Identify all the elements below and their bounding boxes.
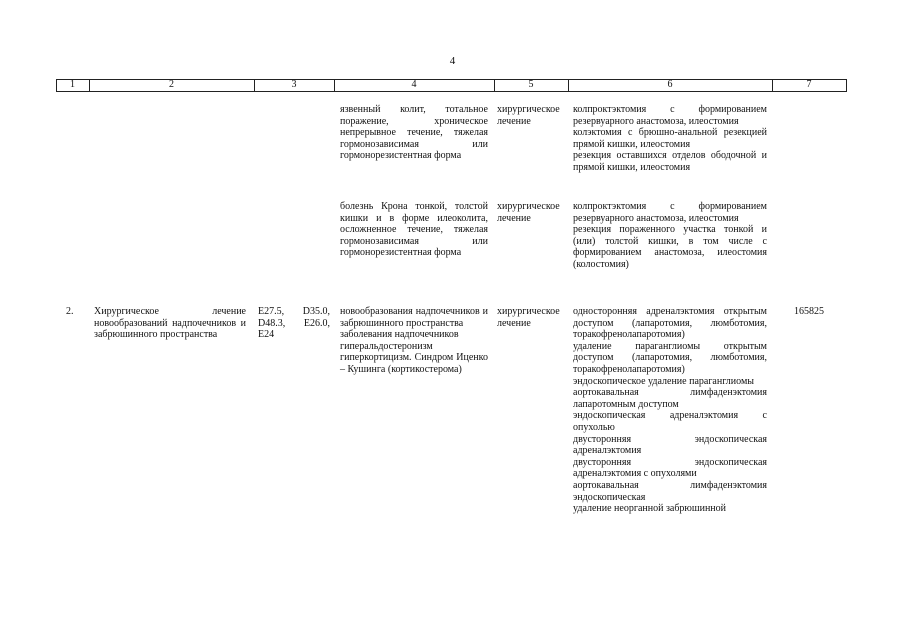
procedure-name-cell: Хирургическое лечение новообразований надпочечников и забрюшинного пространства	[94, 306, 246, 341]
methods-cell	[573, 201, 767, 271]
column-number: 1	[70, 79, 75, 90]
condition-line: гиперкортицизм. Синдром Иценко – Кушинга (кортикостерома)	[340, 352, 488, 375]
column-number: 5	[528, 79, 534, 90]
method-item: аортокавальная лимфаденэктомия лапаротомным доступом	[573, 387, 767, 410]
treatment-type-cell: хирургическое лечение	[497, 201, 560, 224]
method-item: резекция пораженного участка тонкой и (или) толстой кишки, в том числе с формированием анастомоза, илеостомия (колостомия)	[573, 224, 767, 270]
method-item: двусторонняя эндоскопическая адреналэктомия с опухолями	[573, 456, 767, 480]
method-item: аортокавальная лимфаденэктомия эндоскопическая	[573, 479, 767, 503]
method-item: колпроктэктомия с формированием резервуарного анастомоза, илеостомия	[573, 201, 767, 224]
column-number: 2	[169, 79, 174, 90]
method-item: удаление неорганной забрюшинной	[573, 503, 726, 515]
method-item: резекция оставшихся отделов ободочной и прямой кишки, илеостомия	[573, 150, 767, 173]
condition-line: заболевания надпочечников	[340, 329, 459, 341]
method-item: удаление параганглиомы открытым доступом (лапаротомия, люмботомия, торакофренолапаротомия)	[573, 340, 767, 375]
page-number: 4	[449, 55, 456, 67]
icd-codes-cell: E27.5, D35.0, D48.3, E26.0, E24	[258, 306, 330, 341]
column-number: 3	[291, 79, 297, 90]
method-item: эндоскопическая адреналэктомия с опухолью	[573, 410, 767, 433]
column-divider	[846, 79, 847, 91]
condition-line: гиперальдостеронизм	[340, 340, 433, 352]
condition-line: новообразования надпочечников и забрюшинного пространства	[340, 306, 488, 329]
method-item: колэктомия с брюшно-анальной резекцией прямой кишки, илеостомия	[573, 127, 767, 150]
condition-cell: язвенный колит, тотальное поражение, хроническое непрерывное течение, тяжелая гормонозависимая или гормонорезистентная форма	[340, 104, 488, 162]
row-number: 2.	[66, 306, 74, 317]
condition-cell: болезнь Крона тонкой, толстой кишки и в форме илеоколита, осложненное течение, тяжелая гормонозависимая или гормонорезистентная форма	[340, 201, 488, 259]
cost-cell: 165825	[794, 306, 824, 317]
method-item: колпроктэктомия с формированием резервуарного анастомоза, илеостомия	[573, 104, 767, 127]
header-bottom-rule	[56, 91, 847, 92]
method-item: односторонняя адреналэктомия открытым доступом (лапаротомия, люмботомия, торакофренолапаротомия)	[573, 306, 767, 341]
column-number: 7	[806, 79, 812, 90]
methods-cell	[573, 104, 767, 174]
treatment-type-cell: хирургическое лечение	[497, 306, 560, 329]
column-number: 6	[667, 79, 673, 90]
method-item: эндоскопическое удаление параганглиомы	[573, 375, 755, 387]
condition-cell	[340, 306, 488, 376]
methods-cell	[573, 306, 767, 515]
column-number: 4	[411, 79, 417, 90]
method-item: двусторонняя эндоскопическая адреналэктомия	[573, 433, 767, 457]
treatment-type-cell: хирургическое лечение	[497, 104, 560, 127]
